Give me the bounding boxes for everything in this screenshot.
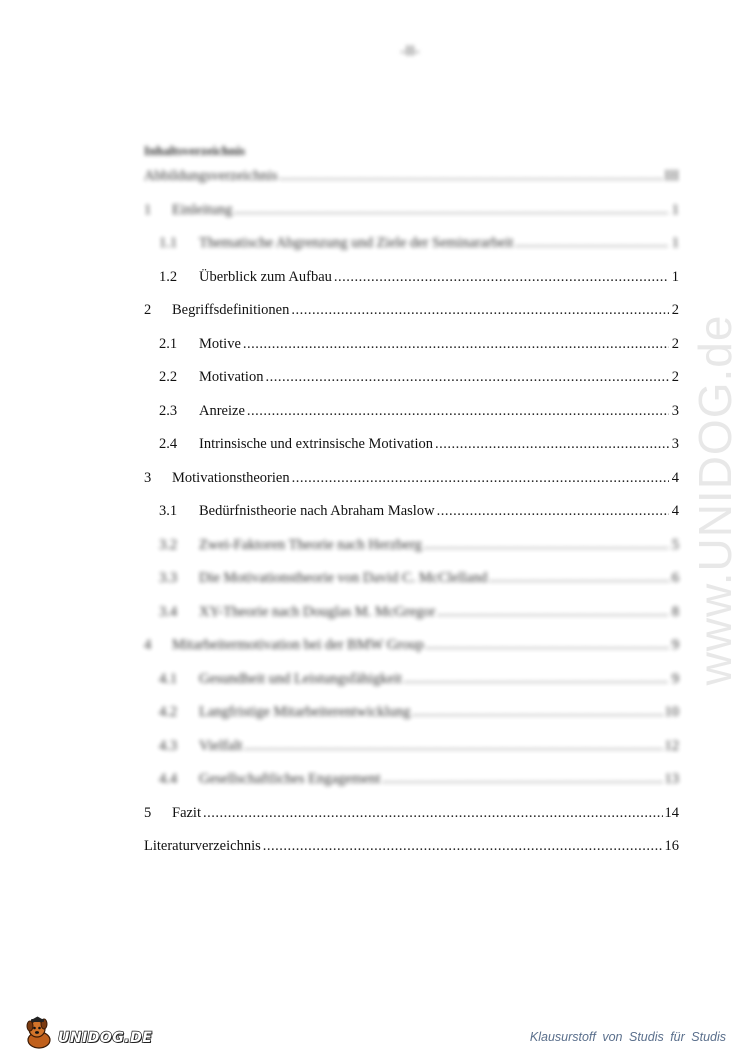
toc-entry-title: Vielfalt	[199, 737, 243, 754]
toc-entry-page: 1	[671, 268, 679, 285]
toc-entry-page: 4	[671, 503, 679, 520]
toc-entry-page: 2	[671, 302, 679, 319]
toc-entry-number: 2.3	[159, 402, 178, 419]
footer-tagline: Klausurstoff von Studis für Studis	[529, 1030, 726, 1044]
toc-entry	[144, 395, 679, 429]
toc-entry-number: 4.4	[159, 771, 178, 788]
toc-dot-leader	[437, 604, 669, 621]
toc-dot-leader	[412, 704, 662, 721]
toc-entry-page: 9	[671, 637, 679, 654]
toc-dot-leader	[280, 168, 663, 185]
dog-icon	[22, 1016, 56, 1050]
toc-entry-page: 16	[664, 838, 679, 855]
toc-entry-page: 1	[671, 201, 679, 218]
toc-entry-number: 3.1	[159, 503, 178, 520]
toc-entry-number: 2	[144, 302, 152, 319]
toc-dot-leader	[424, 537, 669, 554]
toc-entry	[144, 160, 679, 194]
toc-entry-page: 5	[671, 536, 679, 553]
toc-entry-title: Gesundheit und Leistungsfähigkeit	[199, 670, 402, 687]
toc-entry-number: 3.3	[159, 570, 178, 587]
toc-entry-number: 4.3	[159, 737, 178, 754]
toc-entry-page: 8	[671, 603, 679, 620]
toc-entry-title: Fazit	[172, 804, 201, 821]
toc-entry-page: 6	[671, 570, 679, 587]
toc-dot-leader	[404, 671, 669, 688]
toc-entry-page: 2	[671, 369, 679, 386]
toc-dot-leader	[244, 738, 662, 755]
footer-logo	[22, 1010, 152, 1050]
toc-entry-page: 10	[664, 704, 679, 721]
toc-dot-leader	[247, 403, 669, 420]
toc-entry-number: 2.1	[159, 335, 178, 352]
toc-entry-title: Thematische Abgrenzung und Ziele der Seminararbeit	[199, 235, 514, 252]
toc-dot-leader	[334, 269, 669, 286]
toc-entry-title: Abbildungsverzeichnis	[144, 168, 278, 185]
toc-dot-leader	[243, 336, 669, 353]
toc-entry	[144, 763, 679, 797]
toc-entry-title: Bedürfnistheorie nach Abraham Maslow	[199, 503, 435, 520]
toc-entry	[144, 428, 679, 462]
toc-entry-title: Motive	[199, 335, 241, 352]
toc-entry-number: 3.4	[159, 603, 178, 620]
toc-entry	[144, 194, 679, 228]
toc-entry-page: 14	[664, 804, 679, 821]
toc-entry-title: Begriffsdefinitionen	[172, 302, 290, 319]
toc-entry-page: 1	[671, 235, 679, 252]
toc-dot-leader	[489, 570, 669, 587]
toc-entry-number: 1	[144, 201, 152, 218]
toc-dot-leader	[203, 805, 663, 822]
page-number: -II-	[400, 44, 420, 59]
toc-dot-leader	[263, 838, 663, 855]
toc-entry	[144, 696, 679, 730]
toc-entry-number: 4.1	[159, 670, 178, 687]
toc-entry	[144, 328, 679, 362]
toc-entry	[144, 361, 679, 395]
toc-entry	[144, 261, 679, 295]
toc-entry	[144, 462, 679, 496]
toc-entry	[144, 663, 679, 697]
toc-entry-title: Langfristige Mitarbeiterentwicklung	[199, 704, 411, 721]
toc-dot-leader	[265, 369, 669, 386]
toc-entry	[144, 562, 679, 596]
toc-entry-title: Motivationstheorien	[172, 469, 290, 486]
toc-dot-leader	[383, 771, 663, 788]
toc-dot-leader	[292, 470, 669, 487]
toc-entry	[144, 730, 679, 764]
toc-dot-leader	[426, 637, 669, 654]
table-of-contents	[144, 160, 679, 864]
toc-entry-title: Einleitung	[172, 201, 233, 218]
toc-entry	[144, 227, 679, 261]
toc-entry-page: 9	[671, 670, 679, 687]
logo-text: UNIDOG.DE	[58, 1030, 153, 1046]
toc-entry-title: Intrinsische und extrinsische Motivation	[199, 436, 433, 453]
toc-entry	[144, 596, 679, 630]
toc-entry-number: 5	[144, 804, 152, 821]
toc-entry	[144, 830, 679, 864]
toc-entry-number: 4	[144, 637, 152, 654]
toc-entry	[144, 529, 679, 563]
toc-entry-number: 1.1	[159, 235, 178, 252]
toc-entry-title: Motivation	[199, 369, 264, 386]
toc-entry-number: 4.2	[159, 704, 178, 721]
toc-entry-title: Die Motivationstheorie von David C. McClelland	[199, 570, 488, 587]
toc-title: Inhaltsverzeichnis	[144, 143, 246, 158]
toc-entry-page: 3	[671, 402, 679, 419]
toc-dot-leader	[515, 235, 669, 252]
toc-dot-leader	[291, 302, 669, 319]
toc-dot-leader	[234, 202, 669, 219]
toc-entry-title: XY-Theorie nach Douglas M. McGregor	[199, 603, 436, 620]
toc-entry-title: Zwei-Faktoren Theorie nach Herzberg	[199, 536, 422, 553]
toc-entry	[144, 495, 679, 529]
toc-entry-number: 3	[144, 469, 152, 486]
toc-entry-title: Anreize	[199, 402, 245, 419]
toc-entry	[144, 294, 679, 328]
toc-entry-number: 2.4	[159, 436, 178, 453]
toc-entry-title: Mitarbeitermotivation bei der BMW Group	[172, 637, 424, 654]
watermark	[655, 260, 750, 740]
toc-entry-page: 13	[664, 771, 679, 788]
toc-entry-number: 1.2	[159, 268, 178, 285]
toc-entry-number: 3.2	[159, 536, 178, 553]
toc-entry-title: Gesellschaftliches Engagement	[199, 771, 381, 788]
toc-entry-page: 3	[671, 436, 679, 453]
toc-dot-leader	[437, 503, 669, 520]
toc-dot-leader	[435, 436, 669, 453]
watermark-text: www.UNIDOG.de	[689, 314, 741, 686]
toc-entry-page: 4	[671, 469, 679, 486]
toc-entry	[144, 797, 679, 831]
toc-entry-number: 2.2	[159, 369, 178, 386]
toc-entry-title: Überblick zum Aufbau	[199, 268, 332, 285]
toc-entry-page: 12	[664, 737, 679, 754]
toc-entry-page: III	[664, 168, 679, 185]
toc-entry-page: 2	[671, 335, 679, 352]
toc-entry-title: Literaturverzeichnis	[144, 838, 261, 855]
toc-entry	[144, 629, 679, 663]
